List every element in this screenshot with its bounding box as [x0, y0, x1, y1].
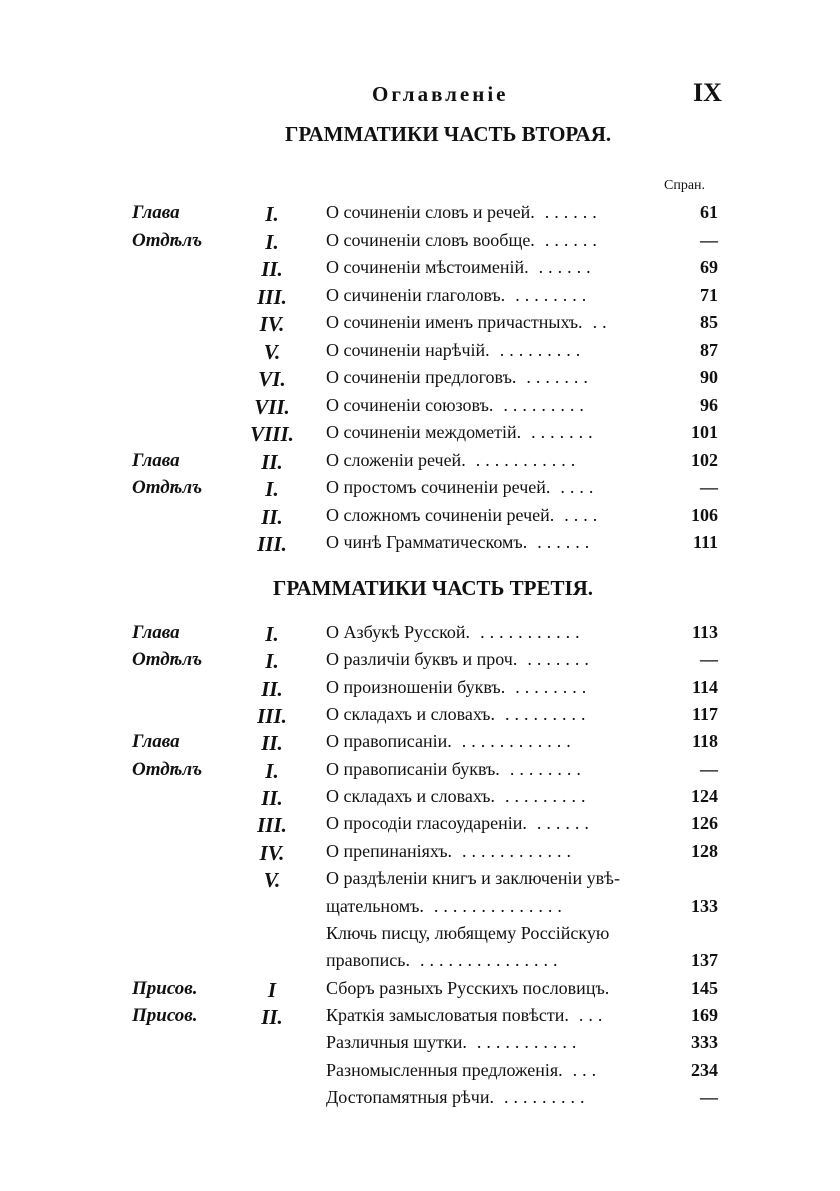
toc-row-page: 113: [691, 622, 718, 642]
toc-row-title: Сборъ разныхъ Русскихъ пословицъ.: [326, 977, 610, 998]
toc-row-numeral: II.: [261, 504, 283, 529]
section-three-title: ГРАММАТИКИ ЧАСТЬ ТРЕТІЯ.: [273, 576, 594, 600]
toc-row-page: 61: [700, 202, 718, 222]
toc-row-title: О различіи буквъ и проч.: [326, 649, 518, 670]
toc-row-label: Отдѣлъ: [132, 758, 203, 780]
toc-row-title: О сложномъ сочиненіи речей.: [326, 504, 555, 525]
toc-row: [0, 505, 840, 531]
toc-row-title: О сочиненіи предлоговъ.: [326, 367, 517, 387]
dot-leader: .........: [504, 704, 591, 725]
toc-row-numeral: IV.: [259, 312, 285, 336]
toc-row: [0, 1060, 840, 1086]
toc-row-page: 234: [691, 1059, 718, 1080]
toc-row-page: 117: [691, 704, 718, 725]
dot-leader: ...........: [475, 449, 581, 470]
dot-leader: ...........: [480, 622, 585, 642]
toc-row-page: 126: [691, 813, 718, 834]
toc-row-page: —: [700, 229, 718, 250]
toc-row-title: О сочиненіи союзовъ.: [326, 394, 494, 415]
toc-row: [0, 923, 840, 949]
toc-row: [0, 422, 840, 448]
toc-row-title: Достопамятныя рѣчи.: [326, 1086, 494, 1107]
toc-row-page: 102: [691, 449, 718, 470]
dot-leader: .........: [503, 1086, 590, 1107]
toc-row-title: О складахъ и словахъ.: [326, 786, 495, 807]
toc-row-label: Глава: [132, 731, 180, 753]
dot-leader: ...............: [419, 950, 563, 971]
dot-leader: ............: [462, 840, 577, 861]
toc-row-numeral: V.: [263, 868, 281, 893]
toc-row-page: 106: [691, 504, 718, 525]
toc-row: [0, 677, 840, 703]
toc-row-title: О препинаніяхъ.: [326, 840, 453, 861]
toc-row-title: О складахъ и словахъ.: [326, 704, 495, 725]
toc-row-page: 87: [700, 339, 718, 360]
toc-row: [0, 395, 840, 421]
toc-row-label: Присов.: [132, 977, 198, 999]
dot-leader: .........: [503, 394, 589, 415]
toc-row-page: 69: [700, 257, 718, 277]
toc-row-page: 137: [691, 950, 718, 971]
dot-leader: .......: [531, 422, 598, 442]
toc-row-page: 124: [691, 786, 718, 807]
toc-row: [0, 841, 840, 867]
toc-row-page: 96: [700, 394, 718, 415]
toc-row-numeral: II.: [261, 1004, 283, 1029]
toc-row: [0, 1032, 840, 1058]
toc-row-numeral: I.: [265, 758, 279, 783]
dot-leader: ...: [578, 1004, 608, 1025]
dot-leader: ......: [544, 202, 602, 222]
toc-row-title: О сочиненіи словъ и речей.: [326, 202, 535, 222]
toc-row: [0, 477, 840, 503]
toc-row-title: О раздѣленіи книгъ и заключеніи увѣ-: [326, 868, 620, 889]
section-two-title: ГРАММАТИКИ ЧАСТЬ ВТОРАЯ.: [285, 122, 612, 146]
toc-row: [0, 532, 840, 558]
page-number: IX: [693, 78, 722, 107]
dot-leader: ..: [592, 312, 612, 332]
toc-row-title: О простомъ сочиненіи речей.: [326, 477, 551, 497]
toc-row-page: 101: [691, 422, 718, 442]
toc-row-title: О сочиненіи мѣстоименій.: [326, 257, 529, 277]
toc-row-numeral: I.: [265, 622, 279, 646]
toc-row-title: Различныя шутки.: [326, 1032, 467, 1053]
toc-row-label: Глава: [132, 449, 180, 471]
toc-row-title: О сочиненіи нарѣчій.: [326, 339, 490, 360]
dot-leader: ........: [515, 284, 592, 305]
toc-row-numeral: III.: [257, 704, 287, 729]
dot-leader: ......: [538, 257, 596, 277]
toc-row-numeral: I: [267, 977, 277, 1002]
dot-leader: ...: [572, 1059, 602, 1080]
toc-row-title: О просодіи гласоудареніи.: [326, 813, 527, 834]
toc-row-title: О сложеніи речей.: [326, 449, 466, 470]
toc-row-title: О сочиненіи междометій.: [326, 422, 522, 442]
toc-row-page: 114: [691, 676, 718, 697]
dot-leader: ....: [564, 504, 603, 525]
toc-row-numeral: VII.: [254, 394, 290, 419]
toc-row: [0, 312, 840, 338]
toc-row: [0, 367, 840, 393]
toc-row: [0, 704, 840, 730]
toc-row-title: Краткія замысловатыя повѣсти.: [326, 1004, 569, 1025]
dot-leader: .........: [504, 786, 591, 807]
dot-leader: .........: [499, 339, 586, 360]
toc-row-title: О правописаніи.: [326, 731, 452, 752]
toc-row-title: О чинѣ Грамматическомъ.: [326, 532, 528, 552]
toc-row-label: Глава: [132, 202, 180, 223]
toc-row-title: Разномысленныя предложенія.: [326, 1059, 563, 1080]
toc-row-title: щательномъ.: [326, 895, 424, 916]
toc-row-page: 333: [691, 1032, 718, 1053]
dot-leader: .......: [526, 367, 593, 387]
dot-leader: ..............: [433, 895, 567, 916]
dot-leader: ........: [515, 676, 592, 697]
toc-row-label: Отдѣлъ: [132, 649, 203, 671]
toc-row-numeral: I.: [265, 202, 279, 226]
toc-row: [0, 340, 840, 366]
dot-leader: ......: [536, 813, 594, 834]
toc-row-page: —: [700, 649, 718, 670]
toc-row-numeral: VIII.: [250, 422, 294, 446]
toc-row: [0, 759, 840, 785]
toc-row-numeral: II.: [261, 731, 283, 756]
toc-row-page: 85: [700, 312, 718, 332]
toc-row-page: 111: [692, 532, 718, 552]
dot-leader: .......: [527, 649, 594, 670]
toc-row-numeral: IV.: [259, 840, 285, 865]
toc-row-numeral: II.: [261, 786, 283, 811]
toc-row: [0, 230, 840, 256]
toc-row: [0, 868, 840, 894]
toc-row-title: Ключь писцу, любящему Россійскую: [326, 922, 610, 943]
toc-row: [0, 1087, 840, 1113]
toc-row-title: правопись.: [326, 950, 410, 971]
toc-row-page: 169: [691, 1004, 718, 1025]
toc-row-numeral: II.: [261, 449, 283, 474]
toc-row: [0, 450, 840, 476]
toc-row-label: Отдѣлъ: [132, 229, 203, 251]
toc-row-label: Присов.: [132, 1004, 198, 1026]
toc-row-title: О сичиненіи глаголовъ.: [326, 284, 506, 305]
toc-row-numeral: V.: [263, 339, 281, 364]
toc-row-page: 71: [700, 284, 718, 305]
toc-row-title: О правописаніи буквъ.: [326, 758, 500, 779]
toc-row: [0, 622, 840, 648]
toc-row-page: 145: [691, 977, 718, 998]
toc-row-title: О сочиненіи именъ причастныхъ.: [326, 312, 583, 332]
toc-row-numeral: II.: [261, 676, 283, 701]
toc-row: [0, 978, 840, 1004]
toc-row-page: 118: [691, 731, 718, 752]
toc-row: [0, 896, 840, 922]
dot-leader: ........: [509, 758, 586, 779]
toc-row-title: О Азбукѣ Русской.: [326, 622, 471, 642]
toc-row-numeral: III.: [257, 284, 287, 309]
toc-row-numeral: III.: [257, 813, 287, 838]
running-title: Оглавленіе: [372, 82, 509, 106]
toc-row: [0, 786, 840, 812]
toc-row-page: 133: [691, 895, 718, 916]
toc-row: [0, 257, 840, 283]
toc-row-numeral: VI.: [258, 367, 286, 391]
toc-row-numeral: I.: [265, 477, 279, 501]
toc-row-label: Глава: [132, 622, 180, 643]
toc-row: [0, 731, 840, 757]
dot-leader: ...........: [476, 1032, 582, 1053]
toc-row-numeral: I.: [265, 229, 279, 254]
toc-row-label: Отдѣлъ: [132, 477, 203, 498]
toc-row-page: 128: [691, 840, 718, 861]
toc-row: [0, 649, 840, 675]
toc-row-numeral: III.: [257, 532, 287, 556]
toc-row-page: —: [700, 1086, 718, 1107]
toc-row-numeral: II.: [261, 257, 283, 281]
toc-row-title: О произношеніи буквъ.: [326, 676, 506, 697]
dot-leader: ......: [544, 229, 602, 250]
toc-row: [0, 813, 840, 839]
dot-leader: ............: [461, 731, 576, 752]
page-column-header: Спран.: [664, 178, 706, 193]
toc-row: [0, 950, 840, 976]
toc-row-numeral: I.: [265, 649, 279, 674]
toc-row-page: 90: [700, 367, 718, 387]
toc-row-page: —: [700, 477, 718, 497]
toc-row: [0, 1005, 840, 1031]
toc-row: [0, 285, 840, 311]
toc-row-title: О сочиненіи словъ вообще.: [326, 229, 535, 250]
dot-leader: ....: [560, 477, 599, 497]
toc-row-page: —: [700, 758, 718, 779]
dot-leader: ......: [537, 532, 595, 552]
toc-row: [0, 202, 840, 228]
